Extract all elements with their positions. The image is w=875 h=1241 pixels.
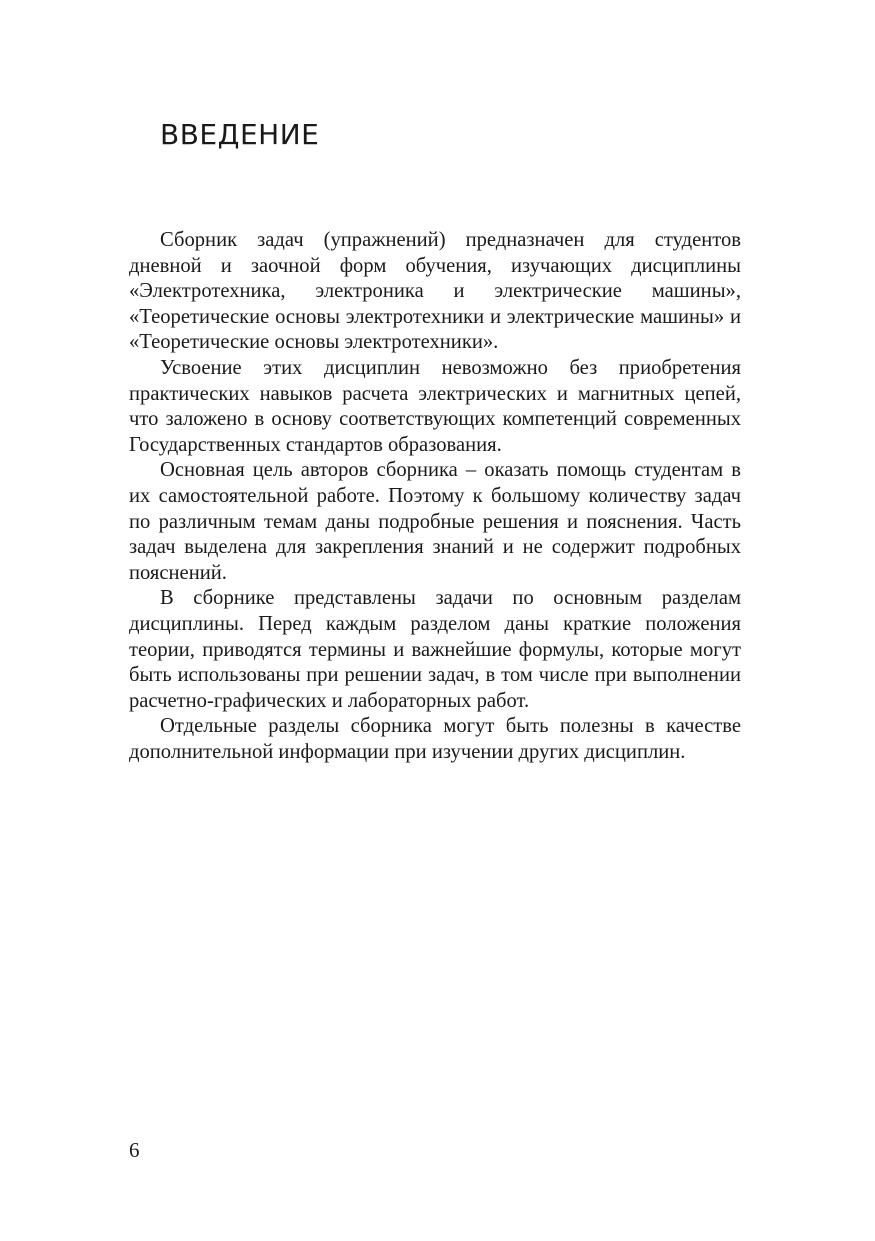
- paragraph: Отдельные разделы сборника могут быть полезны в качестве дополнительной информации при изучении других дисциплин.: [129, 715, 741, 763]
- page-number: 6: [129, 1138, 140, 1162]
- body-text: [129, 228, 741, 765]
- paragraph: Сборник задач (упражнений) предназначен для студентов дневной и заочной форм обучения, изучающих дисциплины «Электротехника, электроника и электрические машины», «Теоретические основы электротехники и электрические машины» и «Теоретические основы электротехники».: [129, 229, 741, 354]
- paragraph: Усвоение этих дисциплин невозможно без приобретения практических навыков расчета электрических и магнитных цепей, что заложено в основу соответствующих компетенций современных Государственных стандартов образования.: [129, 356, 741, 456]
- paragraph: Основная цель авторов сборника – оказать помощь студентам в их самостоятельной работе. Поэтому к большому количеству задач по различным темам даны подробные решения и пояснения. Часть задач выделена для закрепления знаний и не содержит подробных пояснений.: [129, 459, 741, 584]
- paragraph: В сборнике представлены задачи по основным разделам дисциплины. Перед каждым разделом даны краткие положения теории, приводятся термины и важнейшие формулы, которые могут быть использованы при решении задач, в том числе при выполнении расчетно-графических и лабораторных работ.: [129, 587, 741, 712]
- page-title: ВВЕДЕНИЕ: [160, 118, 320, 151]
